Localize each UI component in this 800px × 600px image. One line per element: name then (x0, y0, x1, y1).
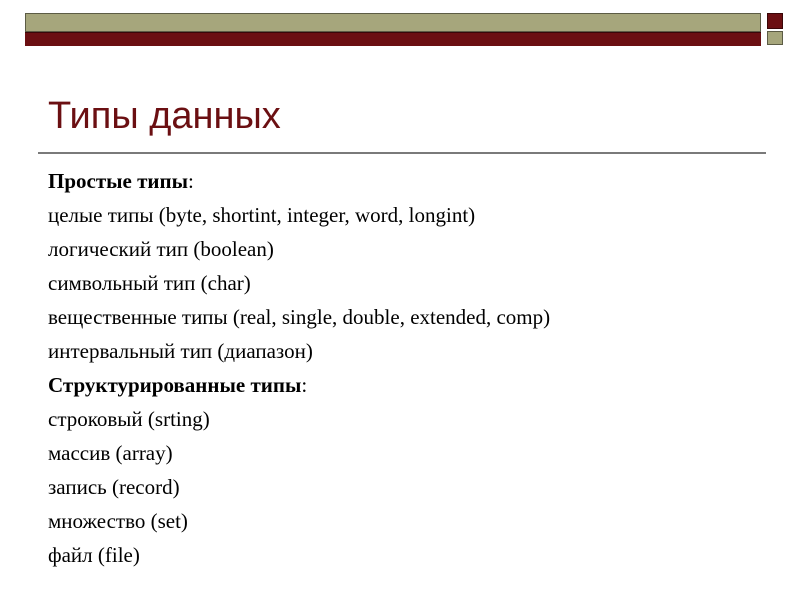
corner-decor-square-olive (767, 31, 783, 45)
list-item: массив (array) (48, 441, 173, 465)
section-heading-label: Структурированные типы (48, 373, 302, 397)
content-list (48, 164, 550, 572)
list-item: интервальный тип (диапазон) (48, 339, 313, 363)
section-heading-label: Простые типы (48, 169, 189, 193)
section-heading-colon: : (301, 373, 308, 397)
title-divider (38, 152, 766, 154)
corner-decor-square-maroon (767, 13, 783, 29)
slide-title: Типы данных (48, 95, 281, 137)
list-item: вещественные типы (real, single, double, extended, comp) (48, 305, 551, 329)
section-heading-structured-types (48, 368, 550, 402)
list-item: запись (record) (48, 475, 180, 499)
list-item: файл (file) (48, 543, 140, 567)
section-heading-colon: : (188, 169, 194, 193)
top-decor-bar-olive (25, 13, 761, 32)
list-item: логический тип (boolean) (48, 237, 274, 261)
list-item: множество (set) (48, 509, 188, 533)
top-decor-bar-maroon (25, 32, 761, 46)
list-item: строковый (srting) (48, 407, 210, 431)
list-item: символьный тип (char) (48, 271, 251, 295)
list-item: целые типы (byte, shortint, integer, word, longint) (48, 203, 476, 227)
section-heading-simple-types (48, 164, 550, 198)
